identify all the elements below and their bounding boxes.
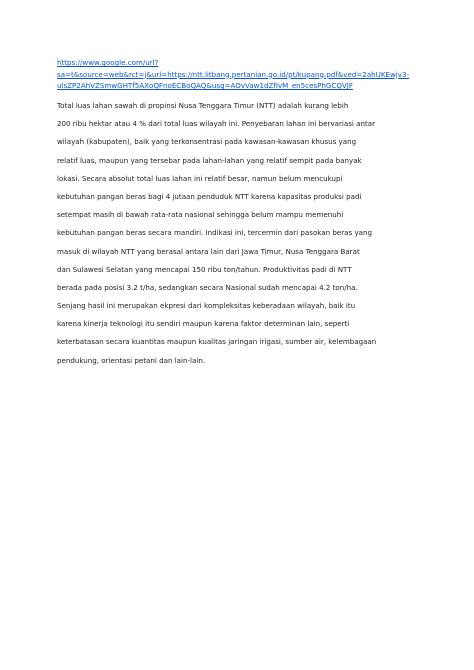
paragraph-line: lokasi. Secara absolut total luas lahan ini relatif besar, namun belum mencukupi: [57, 173, 343, 183]
paragraph-line: keterbatasan secara kuantitas maupun kualitas jaringan irigasi, sumber air, kelembagaan: [57, 337, 377, 347]
paragraph-line: Total luas lahan sawah di propinsi Nusa Tenggara Timur (NTT) adalah kurang lebih: [57, 101, 349, 110]
source-link-line: sa=t&source=web&rct=j&url=https://ntt.litbang.pertanian.go.id/pt/kupang.pdf&ved=2ahUKEwjv3-: [57, 69, 410, 79]
paragraph-line: 200 ribu hektar atau 4 % dari total luas wilayah ini. Penyebaran lahan ini bervariasi antar: [57, 119, 376, 129]
paragraph-line: berada pada posisi 3.2 t/ha, sedangkan secara Nasional sudah mencapai 4.2 ton/ha.: [57, 282, 358, 292]
paragraph-line: dan Sulawesi Selatan yang mencapai 150 ribu ton/tahun. Produktivitas padi di NTT: [57, 264, 352, 274]
source-link-line: https://www.google.com/url?: [57, 58, 159, 67]
paragraph-line: relatif luas, maupun yang tersebar pada lahan-lahan yang relatif sempit pada banyak: [57, 155, 362, 165]
paragraph-line: masuk di wilayah NTT yang berasal antara lain dari Jawa Timur, Nusa Tenggara Barat: [57, 246, 360, 256]
paragraph-line: kebutuhan pangan beras bagi 4 jutaan penduduk NTT karena kapasitas produksi padi: [57, 191, 362, 201]
paragraph-line: pendukung, orientasi petani dan lain-lain.: [57, 355, 206, 365]
paragraph-line: kebutuhan pangan beras secara mandiri. Indikasi ini, tercermin dari pasokan beras yang: [57, 228, 373, 238]
paragraph-line: karena kinerja teknologi itu sendiri maupun karena faktor determinan lain, seperti: [57, 319, 350, 329]
paragraph-line: Senjang hasil ini merupakan ekpresi dari kompleksitas keberadaan wilayah, baik itu: [57, 301, 356, 311]
body-paragraph: [57, 97, 427, 370]
paragraph-line: wilayah (kabupaten), baik yang terkonsentrasi pada kawasan-kawasan khusus yang: [57, 137, 357, 147]
source-link[interactable]: [57, 57, 427, 92]
paragraph-line: setempat masih di bawah rata-rata nasional sehingga belum mampu memenuhi: [57, 210, 344, 220]
source-link-line: ulsZP2AhVZSmwGHTf5AXoQFnoECBoQAQ&usg=AOvVaw1dZfIvM_en5cesPhGCQVJF: [57, 81, 353, 90]
